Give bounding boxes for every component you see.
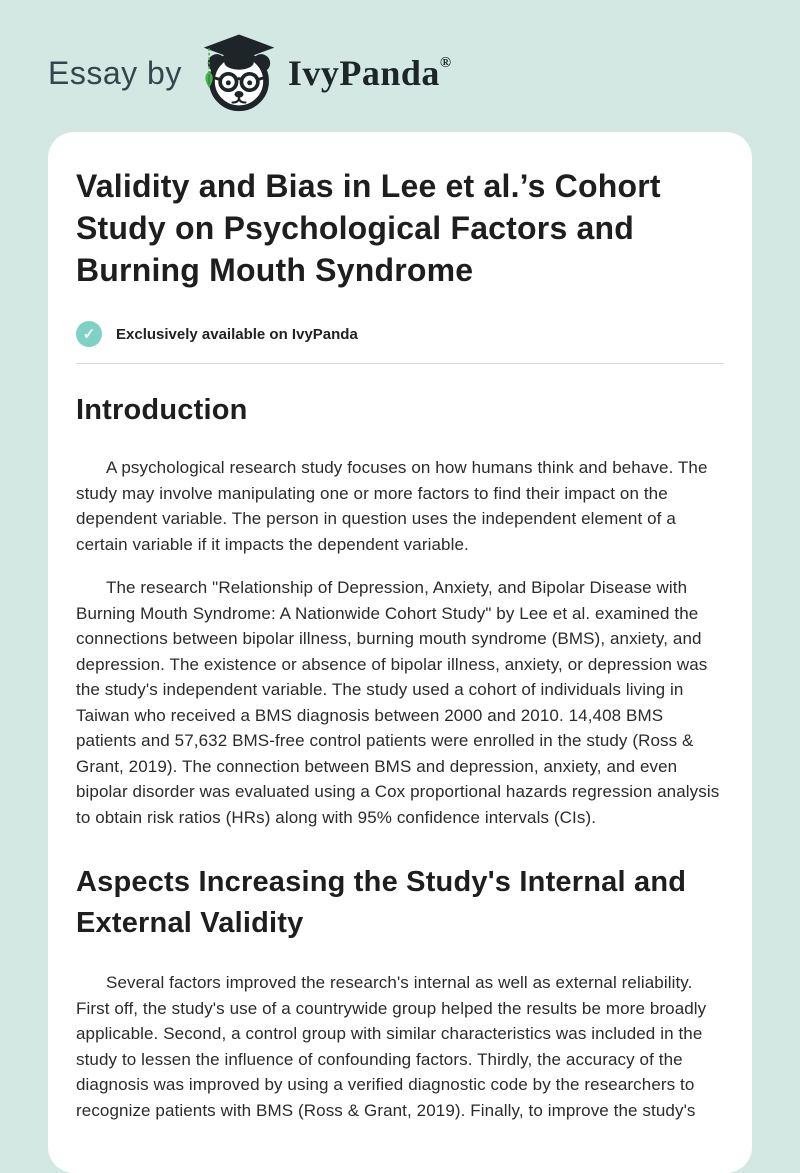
essay-by-label: Essay by [48, 54, 182, 91]
brand-name: IvyPanda [287, 53, 440, 93]
essay-card [48, 132, 752, 1173]
registered-mark: ® [439, 55, 452, 71]
essay-title: Validity and Bias in Lee et al.’s Cohort Study on Psychological Factors and Burning Mouth Syndrome [76, 168, 661, 288]
section-heading-introduction: Introduction [76, 394, 248, 426]
availability-badge [76, 321, 724, 347]
intro-paragraph-1: A psychological research study focuses on how humans think and behave. The study may involve manipulating one or more factors to find their impact on the dependent variable. The person in question uses the independent element of a certain variable if it impacts the dependent variable. [76, 458, 708, 554]
site-header [0, 0, 800, 132]
section-heading-validity: Aspects Increasing the Study's Internal and External Validity [76, 866, 687, 939]
panda-icon [198, 33, 280, 113]
ivypanda-logo[interactable] [198, 33, 452, 113]
brand-wordmark [288, 52, 452, 94]
availability-label: Exclusively available on IvyPanda [116, 325, 358, 343]
validity-paragraph-1: Several factors improved the research's internal as well as external reliability. First off, the study's use of a countrywide group helped the results be more broadly applicable. Second, a control group with similar characteristics was included in the study to lessen the influence of confounding factors. Thirdly, the accuracy of the diagnosis was improved by using a verified diagnostic code by the researchers to recognize patients with BMS (Ross & Grant, 2019). Finally, to improve the study's [76, 973, 707, 1120]
divider [76, 363, 724, 364]
intro-paragraph-2: The research "Relationship of Depression, Anxiety, and Bipolar Disease with Burning Mouth Syndrome: A Nationwide Cohort Study" by Lee et al. examined the connections between bipolar illness, burning mouth syndrome (BMS), anxiety, and depression. The existence or absence of bipolar illness, anxiety, or depression was the study's independent variable. The study used a cohort of individuals living in Taiwan who received a BMS diagnosis between 2000 and 2010. 14,408 BMS patients and 57,632 BMS-free control patients were enrolled in the study (Ross & Grant, 2019). The connection between BMS and depression, anxiety, and even bipolar disorder was evaluated using a Cox proportional hazards regression analysis to obtain risk ratios (HRs) along with 95% confidence intervals (CIs). [76, 578, 720, 827]
check-icon: ✓ [76, 321, 102, 347]
